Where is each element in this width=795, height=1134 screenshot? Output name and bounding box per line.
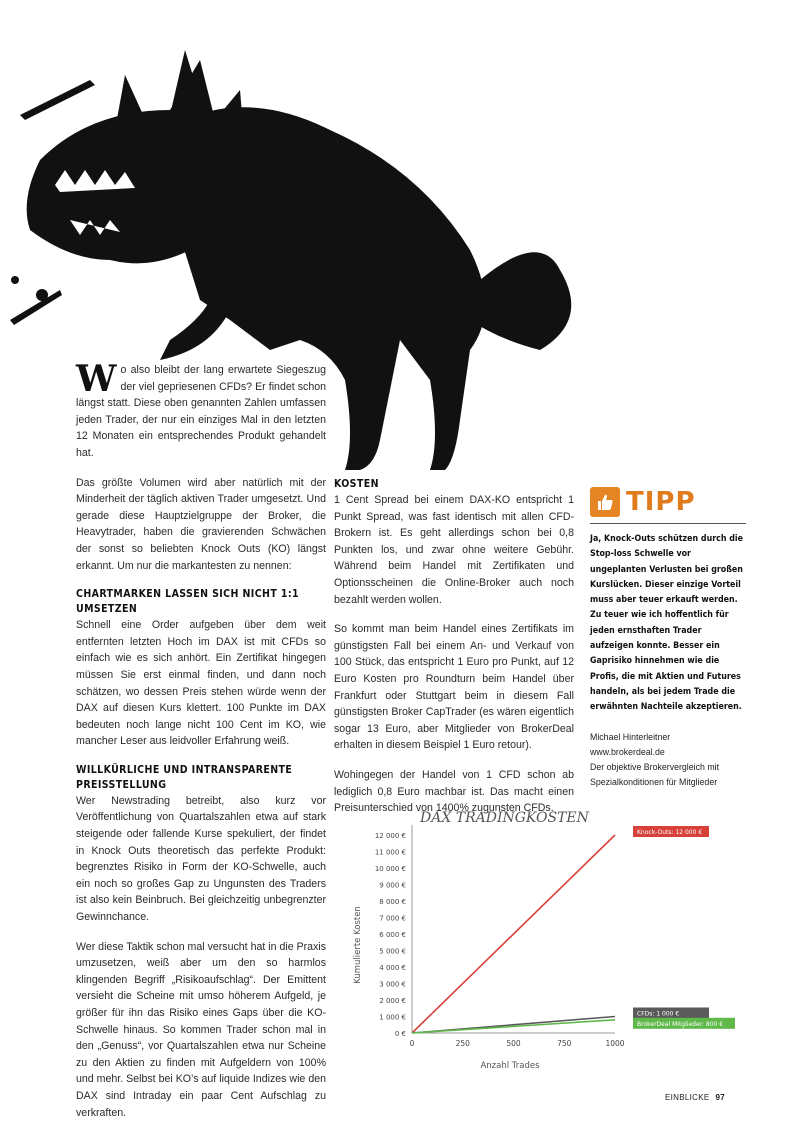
dax-tradingkosten-chart xyxy=(340,795,765,1085)
heading-preisstellung: WILLKÜRLICHE UND INTRANSPARENTE PREISSTELLUNG xyxy=(76,763,293,791)
chart-y-ticks xyxy=(375,832,406,1038)
heading-chartmarken: CHARTMARKEN LASSEN SICH NICHT 1:1 UMSETZEN xyxy=(76,588,300,616)
heading-kosten: KOSTEN xyxy=(334,478,379,490)
article-column-middle xyxy=(334,477,574,830)
tipp-header xyxy=(590,487,746,524)
x-axis-label: Anzahl Trades xyxy=(480,1061,540,1071)
y-tick-label: 1 000 € xyxy=(379,1013,406,1022)
y-tick-label: 3 000 € xyxy=(379,980,406,989)
y-tick-label: 5 000 € xyxy=(379,947,406,956)
footer-label: EINBLICKE xyxy=(665,1093,710,1102)
paragraph-4: Wer Newstrading betreibt, also kurz vor Veröffentlichung von Quartalszahlen etwa auf stark steigende oder fallende Kurse spekuliert, der findet in Knock Outs theoretisch das perfekte Produkt: begrenztes Risiko in Form der KO-Schwelle, auch ein noch so großes Gap zu Ungunsten des Traders ist also kein Beinbruch. Bei gleichzeitig unbegrenzter Gewinnchance. xyxy=(76,794,326,924)
drop-cap: W xyxy=(76,358,117,400)
page-number: 97 xyxy=(715,1093,725,1102)
x-tick-label: 500 xyxy=(506,1039,521,1048)
page-footer xyxy=(665,1093,725,1102)
tipp-title: TIPP xyxy=(626,487,696,517)
x-tick-label: 0 xyxy=(409,1039,415,1048)
series-line xyxy=(412,835,615,1033)
paragraph-3: Schnell eine Order aufgeben über dem weit entfernten letzten Hoch im DAX ist mit CFDs so einfach wie es sich anhört. Ein Zertifikat hingegen müssen Sie erst einmal finden, und dann noch schätzen, wo dessen Preis stehen würde wenn der DAX auf diesen Kurs klettert. 100 Punkte im DAX bedeuten noch lange nicht 100 Cent im KO, wie mancher Leser aus leidvoller Erfahrung weiß. xyxy=(76,619,326,748)
x-tick-label: 1000 xyxy=(605,1039,625,1048)
y-tick-label: 0 € xyxy=(394,1030,406,1038)
legend-label: CFDs: 1 000 € xyxy=(637,1010,680,1018)
paragraph-2: Das größte Volumen wird aber natürlich mit der Minderheit der täglich aktiven Trader umgesetzt. Und gerade diese Hauptzielgruppe der Broker, die Heavytrader, haben die gravierenden Schwächen der sonst so beliebten Knock Outs (KO) längst erkannt. Um nur die markantesten zu nennen: xyxy=(76,476,326,572)
author-name: Michael Hinterleitner xyxy=(590,731,671,742)
series-line xyxy=(412,1020,615,1033)
author-url: www.brokerdeal.de xyxy=(590,746,665,757)
y-axis-label: Kumulierte Kosten xyxy=(353,906,363,984)
y-tick-label: 4 000 € xyxy=(379,964,406,972)
chart-title: DAX TRADINGKOSTEN xyxy=(420,810,589,826)
y-tick-label: 10 000 € xyxy=(374,865,406,873)
y-tick-label: 7 000 € xyxy=(379,914,406,923)
legend-label: Knock-Outs: 12 000 € xyxy=(637,829,703,836)
thumbs-up-icon xyxy=(590,487,620,517)
y-tick-label: 2 000 € xyxy=(379,997,406,1005)
kosten-paragraph-2: So kommt man beim Handel eines Zertifikats im günstigsten Fall bei einem An- und Verkauf von 100 Stück, das entspricht 1 Euro pro Punkt, auf 12 Euro Kosten pro Roundturn beim Handel über Frankfurt oder Stuttgart beim in diesem Fall günstigsten Broker CapTrader (es wären eigentlich sogar 13 Euro, aber Mitglieder von BrokerDeal erhalten in diesem Beispiel 1 Euro retour). xyxy=(334,623,574,752)
intro-paragraph xyxy=(76,358,326,462)
kosten-paragraph-1: 1 Cent Spread bei einem DAX-KO entspricht 1 Punkt Spread, was fast identisch mit allen CFD-Brokern ist. Es geht allerdings schon bei 0,8 Punkten los, und zwar ohne weitere Gebühr. Während beim Handel mit Zertifikaten und Optionsscheinen die Online-Broker auch noch bezahlt werden wollen. xyxy=(334,494,574,606)
chart-legend xyxy=(633,826,735,1029)
article-column-left xyxy=(76,358,326,1134)
chart-grid xyxy=(412,825,615,1033)
kosten-paragraph-3: Wohingegen der Handel von 1 CFD schon ab lediglich 0,8 Euro machbar ist. Das macht einen Preisunterschied von 1400% zugunsten CFDs. xyxy=(334,768,574,815)
intro-text: o also bleibt der lang erwartete Siegeszug der viel gepriesenen CFDs? Er findet schon längst statt. Diese oben genannten Zahlen umfassen jeden Trader, der nur ein einziges Mal in den letzten 12 Monaten ein entsprechendes Produkt gehandelt hat. xyxy=(76,364,326,459)
legend-label: BrokerDeal Mitglieder: 800 € xyxy=(637,1020,724,1028)
x-tick-label: 750 xyxy=(557,1039,572,1048)
tipp-body: Ja, Knock-Outs schützen durch die Stop-loss Schwelle vor ungeplanten Verlusten bei großen Kurslücken. Dieser einzige Vorteil muss aber teuer erkauft werden. Zu teuer wie ich hoffentlich für jeden ernsthaften Trader aufzeigen konnte. Besser ein Gaprisiko hinnehmen wie die Profis, die mit Aktien und Futures handeln, als bei jedem Trade die erwähnten Nachteile akzeptieren. xyxy=(590,534,743,713)
y-tick-label: 9 000 € xyxy=(379,881,406,890)
y-tick-label: 6 000 € xyxy=(379,931,406,939)
y-tick-label: 12 000 € xyxy=(374,832,406,840)
author-description: Der objektive Brokervergleich mit Spezialkonditionen für Mitglieder xyxy=(590,762,720,788)
chart-series xyxy=(412,835,615,1033)
paragraph-5: Wer diese Taktik schon mal versucht hat in die Praxis umzusetzen, weiß aber um den so harmlos klingenden Begriff „Risikoaufschlag“. Der Emittent versieht die Scheine mit umso höherem Aufgeld, je größer für ihn das Risiko eines Gaps über die KO-Schwelle hinaus. So kommen Trader schon mal in den „Genuss“, vor Quartalszahlen etwa nur Scheine zu den Aktien zu finden mit Aufgeldern von 100% und mehr. Selbst bei KO’s auf liquide Indizes wie den DAX sind Intraday ein paar Cent Aufschlag zu verkraften. xyxy=(76,940,326,1119)
x-tick-label: 250 xyxy=(455,1039,470,1048)
tipp-box xyxy=(590,487,746,791)
y-tick-label: 8 000 € xyxy=(379,898,406,906)
chart-x-ticks xyxy=(410,1039,625,1048)
y-tick-label: 11 000 € xyxy=(374,848,406,857)
